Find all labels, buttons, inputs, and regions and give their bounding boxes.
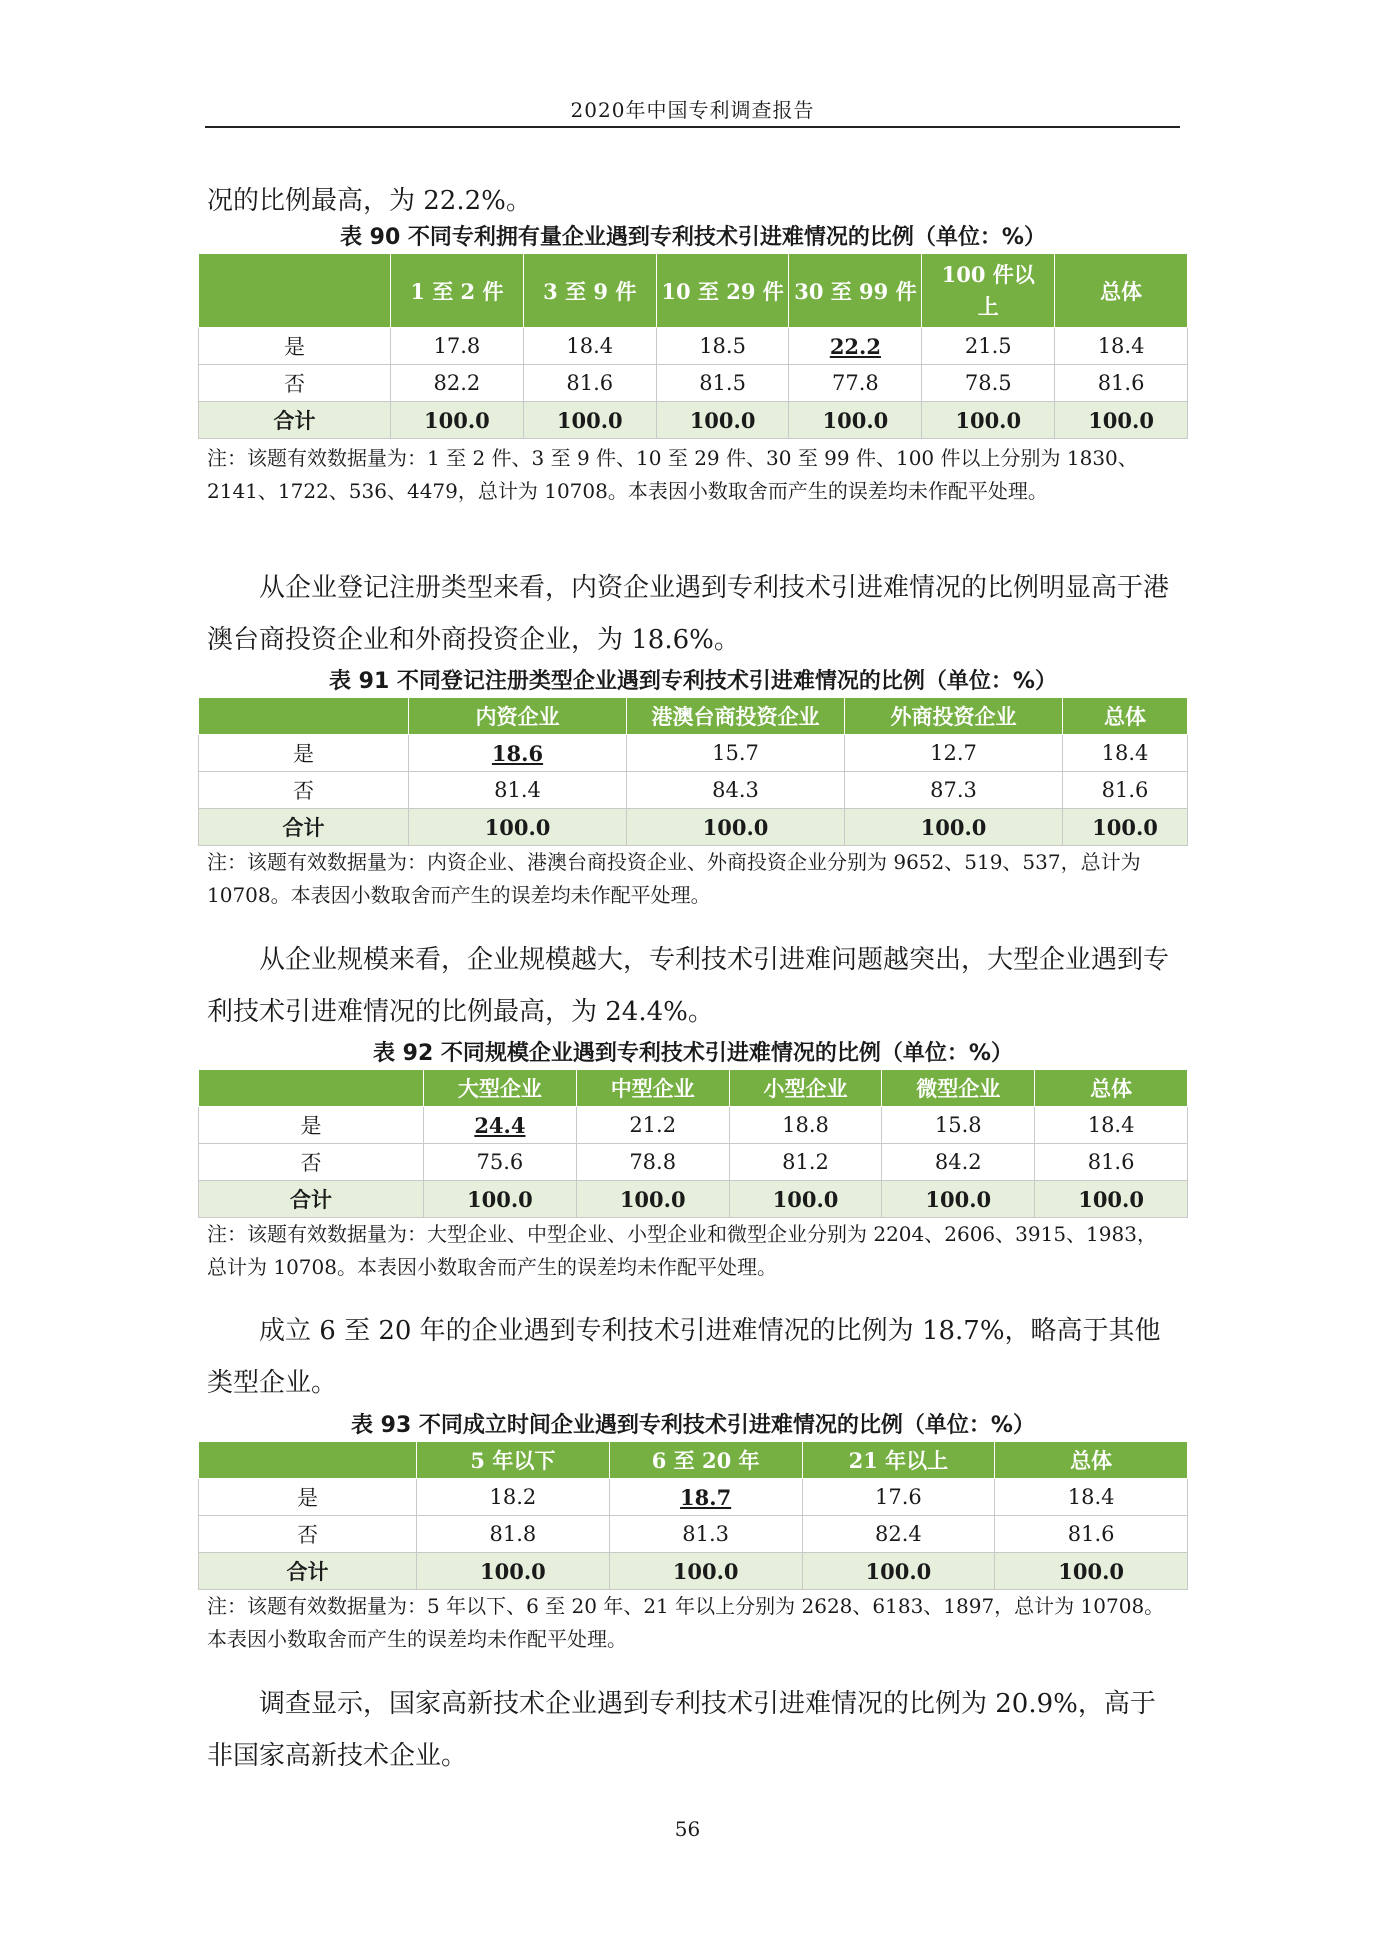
table-cell: 100.0 xyxy=(409,809,627,846)
table-cell: 78.8 xyxy=(576,1144,729,1181)
table-cell: 100.0 xyxy=(729,1181,882,1218)
page-number: 56 xyxy=(674,1817,701,1841)
table-92-header-cell: 中型企业 xyxy=(576,1070,729,1107)
table-93-header-cell xyxy=(199,1442,417,1479)
row-label: 否 xyxy=(199,772,409,809)
table-90-header-cell: 100 件以上 xyxy=(922,254,1055,328)
table-cell: 18.5 xyxy=(656,328,789,365)
table-cell: 100.0 xyxy=(576,1181,729,1218)
table-cell: 100.0 xyxy=(882,1181,1035,1218)
table-cell: 15.8 xyxy=(882,1107,1035,1144)
table-90-caption: 表 90 不同专利拥有量企业遇到专利技术引进难情况的比例（单位：%） xyxy=(340,225,1046,250)
row-label: 是 xyxy=(199,735,409,772)
table-92-header-cell: 大型企业 xyxy=(424,1070,577,1107)
table-91 xyxy=(198,697,1188,846)
table-cell: 100.0 xyxy=(609,1553,802,1590)
row-label: 否 xyxy=(199,365,391,402)
page-header: 2020年中国专利调查报告 xyxy=(570,98,815,122)
paragraph-hightech xyxy=(207,1678,1175,1782)
table-row xyxy=(199,365,1188,402)
table-93 xyxy=(198,1441,1188,1590)
table-92-note: 注：该题有效数据量为：大型企业、中型企业、小型企业和微型企业分别为 2204、2606、3915、1983，总计为 10708。本表因小数取舍而产生的误差均未作配平处理。 xyxy=(207,1222,1157,1279)
table-cell: 100.0 xyxy=(656,402,789,439)
table-total-row xyxy=(199,1181,1188,1218)
table-row xyxy=(199,1144,1188,1181)
table-cell: 81.6 xyxy=(1035,1144,1188,1181)
table-total-row xyxy=(199,809,1188,846)
table-93-caption: 表 93 不同成立时间企业遇到专利技术引进难情况的比例（单位：%） xyxy=(351,1413,1035,1438)
table-cell: 21.5 xyxy=(922,328,1055,365)
row-label: 合计 xyxy=(199,402,391,439)
table-cell: 18.4 xyxy=(1063,735,1188,772)
table-cell: 17.6 xyxy=(802,1479,995,1516)
table-91-caption: 表 91 不同登记注册类型企业遇到专利技术引进难情况的比例（单位：%） xyxy=(329,669,1057,694)
table-cell: 21.2 xyxy=(576,1107,729,1144)
table-92 xyxy=(198,1069,1188,1218)
table-cell: 100.0 xyxy=(523,402,656,439)
table-cell: 15.7 xyxy=(627,735,845,772)
table-93-note: 注：该题有效数据量为：5 年以下、6 至 20 年、21 年以上分别为 2628、6183、1897，总计为 10708。本表因小数取舍而产生的误差均未作配平处理。 xyxy=(207,1594,1165,1651)
table-cell-highlight: 24.4 xyxy=(424,1107,577,1144)
row-label: 是 xyxy=(199,328,391,365)
row-label: 合计 xyxy=(199,809,409,846)
header-rule xyxy=(205,126,1180,128)
table-cell: 100.0 xyxy=(922,402,1055,439)
table-cell: 18.4 xyxy=(1035,1107,1188,1144)
table-cell: 75.6 xyxy=(424,1144,577,1181)
table-90-note: 注：该题有效数据量为：1 至 2 件、3 至 9 件、10 至 29 件、30 至 99 件、100 件以上分别为 1830、2141、1722、536、4479，总计为 10708。本表因小数取舍而产生的误差均未作配平处理。 xyxy=(207,446,1138,503)
table-cell: 77.8 xyxy=(789,365,922,402)
table-91-header-cell: 外商投资企业 xyxy=(845,698,1063,735)
table-cell: 100.0 xyxy=(845,809,1063,846)
row-label: 是 xyxy=(199,1107,424,1144)
paragraph-intro: 况的比例最高，为 22.2%。 xyxy=(207,186,532,216)
table-cell: 18.8 xyxy=(729,1107,882,1144)
table-93-header-cell: 6 至 20 年 xyxy=(609,1442,802,1479)
table-cell: 18.2 xyxy=(417,1479,610,1516)
table-cell: 87.3 xyxy=(845,772,1063,809)
table-93-header-cell: 5 年以下 xyxy=(417,1442,610,1479)
table-cell: 81.2 xyxy=(729,1144,882,1181)
table-92-header-cell xyxy=(199,1070,424,1107)
table-total-row xyxy=(199,1553,1188,1590)
table-cell: 81.6 xyxy=(1063,772,1188,809)
paragraph-registration xyxy=(207,562,1175,666)
table-row xyxy=(199,735,1188,772)
table-cell: 81.4 xyxy=(409,772,627,809)
table-row xyxy=(199,1107,1188,1144)
table-90-header-cell: 3 至 9 件 xyxy=(523,254,656,328)
row-label: 否 xyxy=(199,1144,424,1181)
table-total-row xyxy=(199,402,1188,439)
table-row xyxy=(199,1479,1188,1516)
table-cell: 100.0 xyxy=(1055,402,1188,439)
table-cell: 18.4 xyxy=(523,328,656,365)
table-cell: 84.3 xyxy=(627,772,845,809)
table-90-header-cell: 10 至 29 件 xyxy=(656,254,789,328)
table-92-caption: 表 92 不同规模企业遇到专利技术引进难情况的比例（单位：%） xyxy=(373,1041,1013,1066)
table-90-header-cell: 30 至 99 件 xyxy=(789,254,922,328)
table-91-note: 注：该题有效数据量为：内资企业、港澳台商投资企业、外商投资企业分别为 9652、519、537，总计为 10708。本表因小数取舍而产生的误差均未作配平处理。 xyxy=(207,850,1141,907)
table-cell: 100.0 xyxy=(424,1181,577,1218)
table-93-header-cell: 21 年以上 xyxy=(802,1442,995,1479)
table-cell: 84.2 xyxy=(882,1144,1035,1181)
paragraph-scale xyxy=(207,934,1175,1038)
row-label: 否 xyxy=(199,1516,417,1553)
row-label: 合计 xyxy=(199,1181,424,1218)
table-92-header-cell: 总体 xyxy=(1035,1070,1188,1107)
table-cell-highlight: 18.7 xyxy=(609,1479,802,1516)
row-label: 是 xyxy=(199,1479,417,1516)
table-cell-highlight: 18.6 xyxy=(409,735,627,772)
table-cell: 100.0 xyxy=(995,1553,1188,1590)
table-91-header-cell xyxy=(199,698,409,735)
table-row xyxy=(199,1516,1188,1553)
table-cell: 12.7 xyxy=(845,735,1063,772)
table-cell: 18.4 xyxy=(1055,328,1188,365)
table-90-header-cell: 1 至 2 件 xyxy=(391,254,524,328)
paragraph-age xyxy=(207,1305,1175,1409)
table-cell: 82.4 xyxy=(802,1516,995,1553)
table-cell: 82.2 xyxy=(391,365,524,402)
table-91-header-cell: 港澳台商投资企业 xyxy=(627,698,845,735)
table-92-header-cell: 微型企业 xyxy=(882,1070,1035,1107)
table-row xyxy=(199,772,1188,809)
table-cell: 100.0 xyxy=(1035,1181,1188,1218)
paragraph-text: 从企业规模来看，企业规模越大，专利技术引进难问题越突出，大型企业遇到专利技术引进难情况的比例最高，为 24.4%。 xyxy=(207,945,1170,1027)
table-cell: 81.5 xyxy=(656,365,789,402)
table-cell: 81.6 xyxy=(523,365,656,402)
table-cell: 100.0 xyxy=(802,1553,995,1590)
table-cell: 100.0 xyxy=(789,402,922,439)
table-cell: 18.4 xyxy=(995,1479,1188,1516)
table-92-header-cell: 小型企业 xyxy=(729,1070,882,1107)
table-cell: 78.5 xyxy=(922,365,1055,402)
table-cell: 100.0 xyxy=(417,1553,610,1590)
table-90-header-cell: 总体 xyxy=(1055,254,1188,328)
table-cell: 81.6 xyxy=(995,1516,1188,1553)
table-cell-highlight: 22.2 xyxy=(789,328,922,365)
table-cell: 81.6 xyxy=(1055,365,1188,402)
paragraph-text: 成立 6 至 20 年的企业遇到专利技术引进难情况的比例为 18.7%，略高于其他类型企业。 xyxy=(207,1316,1161,1398)
table-cell: 81.3 xyxy=(609,1516,802,1553)
table-cell: 100.0 xyxy=(627,809,845,846)
paragraph-text: 从企业登记注册类型来看，内资企业遇到专利技术引进难情况的比例明显高于港澳台商投资企业和外商投资企业，为 18.6%。 xyxy=(207,573,1170,655)
table-cell: 17.8 xyxy=(391,328,524,365)
table-90 xyxy=(198,253,1188,439)
table-90-header-cell xyxy=(199,254,391,328)
table-93-header-cell: 总体 xyxy=(995,1442,1188,1479)
table-cell: 81.8 xyxy=(417,1516,610,1553)
table-cell: 100.0 xyxy=(391,402,524,439)
paragraph-text: 调查显示，国家高新技术企业遇到专利技术引进难情况的比例为 20.9%，高于非国家高新技术企业。 xyxy=(207,1689,1156,1771)
table-91-header-cell: 总体 xyxy=(1063,698,1188,735)
table-cell: 100.0 xyxy=(1063,809,1188,846)
table-row xyxy=(199,328,1188,365)
row-label: 合计 xyxy=(199,1553,417,1590)
table-91-header-cell: 内资企业 xyxy=(409,698,627,735)
